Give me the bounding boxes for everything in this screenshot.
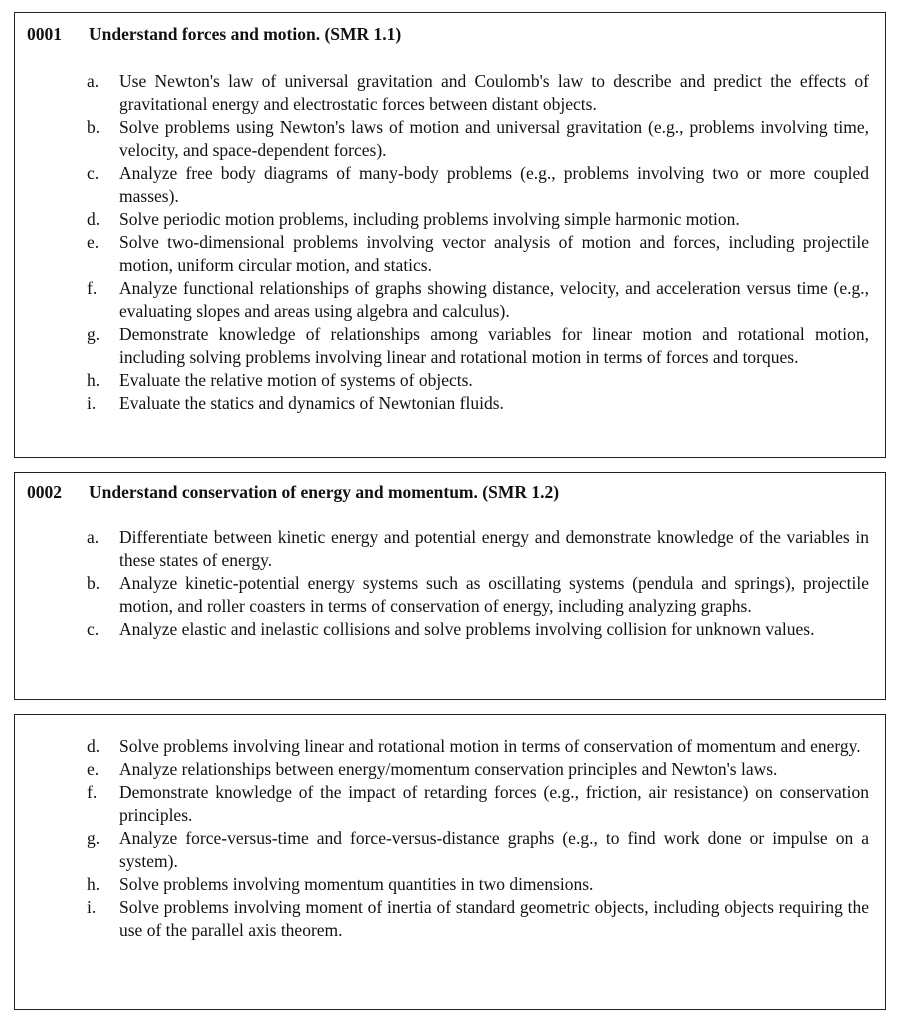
item-text: Demonstrate knowledge of relationships among variables for linear motion and rotational motion, including solving problems involving linear and rotational motion in terms of forces and torques. xyxy=(119,324,869,367)
item-label: e. xyxy=(87,232,100,252)
list-item xyxy=(87,526,869,572)
list-item xyxy=(87,231,869,277)
section-0002 xyxy=(14,472,886,700)
item-label: h. xyxy=(87,370,101,390)
item-text: Evaluate the statics and dynamics of Newtonian fluids. xyxy=(119,393,504,413)
item-label: c. xyxy=(87,619,100,639)
list-item xyxy=(87,827,869,873)
item-label: b. xyxy=(87,117,101,137)
item-label: a. xyxy=(87,527,100,547)
item-label: d. xyxy=(87,209,101,229)
list-item xyxy=(87,758,869,781)
item-label: g. xyxy=(87,828,101,848)
item-text: Analyze elastic and inelastic collisions and solve problems involving collision for unknown values. xyxy=(119,619,815,639)
item-label: e. xyxy=(87,759,100,779)
item-label: i. xyxy=(87,897,97,917)
item-text: Analyze kinetic-potential energy systems such as oscillating systems (pendula and springs), projectile motion, and roller coasters in terms of conservation of energy, including analyzing graphs. xyxy=(119,573,869,616)
item-label: f. xyxy=(87,278,98,298)
item-text: Analyze free body diagrams of many-body problems (e.g., problems involving two or more coupled masses). xyxy=(119,163,869,206)
section-0001 xyxy=(14,12,886,458)
objective-list xyxy=(87,526,869,641)
section-heading xyxy=(27,481,559,504)
list-item xyxy=(87,277,869,323)
item-text: Differentiate between kinetic energy and potential energy and demonstrate knowledge of the variables in these states of energy. xyxy=(119,527,869,570)
list-item xyxy=(87,70,869,116)
list-item xyxy=(87,896,869,942)
item-label: d. xyxy=(87,736,101,756)
objective-list xyxy=(87,70,869,415)
objective-list xyxy=(87,735,869,942)
section-number: 0001 xyxy=(27,24,62,44)
list-item xyxy=(87,208,869,231)
item-label: c. xyxy=(87,163,100,183)
section-title: Understand forces and motion. (SMR 1.1) xyxy=(89,24,402,44)
item-label: h. xyxy=(87,874,101,894)
item-text: Demonstrate knowledge of the impact of retarding forces (e.g., friction, air resistance) on conservation principles. xyxy=(119,782,869,825)
item-text: Evaluate the relative motion of systems of objects. xyxy=(119,370,473,390)
item-text: Analyze relationships between energy/momentum conservation principles and Newton's laws. xyxy=(119,759,778,779)
list-item xyxy=(87,323,869,369)
section-title: Understand conservation of energy and momentum. (SMR 1.2) xyxy=(89,482,560,502)
item-text: Analyze force-versus-time and force-versus-distance graphs (e.g., to find work done or impulse on a system). xyxy=(119,828,869,871)
section-number: 0002 xyxy=(27,482,62,502)
list-item xyxy=(87,369,869,392)
list-item xyxy=(87,618,869,641)
item-label: f. xyxy=(87,782,98,802)
item-text: Solve problems involving momentum quantities in two dimensions. xyxy=(119,874,594,894)
item-label: g. xyxy=(87,324,101,344)
item-text: Solve problems involving linear and rotational motion in terms of conservation of momentum and energy. xyxy=(119,736,861,756)
item-text: Solve problems involving moment of inertia of standard geometric objects, including objects requiring the use of the parallel axis theorem. xyxy=(119,897,869,940)
list-item xyxy=(87,873,869,896)
list-item xyxy=(87,162,869,208)
list-item xyxy=(87,116,869,162)
item-text: Solve two-dimensional problems involving vector analysis of motion and forces, including projectile motion, uniform circular motion, and statics. xyxy=(119,232,869,275)
list-item xyxy=(87,781,869,827)
item-text: Use Newton's law of universal gravitation and Coulomb's law to describe and predict the effects of gravitational energy and electrostatic forces between distant objects. xyxy=(119,71,869,114)
item-label: b. xyxy=(87,573,101,593)
item-text: Solve problems using Newton's laws of motion and universal gravitation (e.g., problems involving time, velocity, and space-dependent forces). xyxy=(119,117,869,160)
section-0002-continued xyxy=(14,714,886,1010)
list-item xyxy=(87,392,869,415)
list-item xyxy=(87,572,869,618)
item-label: a. xyxy=(87,71,100,91)
item-label: i. xyxy=(87,393,97,413)
item-text: Analyze functional relationships of graphs showing distance, velocity, and acceleration versus time (e.g., evaluating slopes and areas using algebra and calculus). xyxy=(119,278,869,321)
list-item xyxy=(87,735,869,758)
item-text: Solve periodic motion problems, including problems involving simple harmonic motion. xyxy=(119,209,740,229)
section-heading xyxy=(27,23,401,46)
